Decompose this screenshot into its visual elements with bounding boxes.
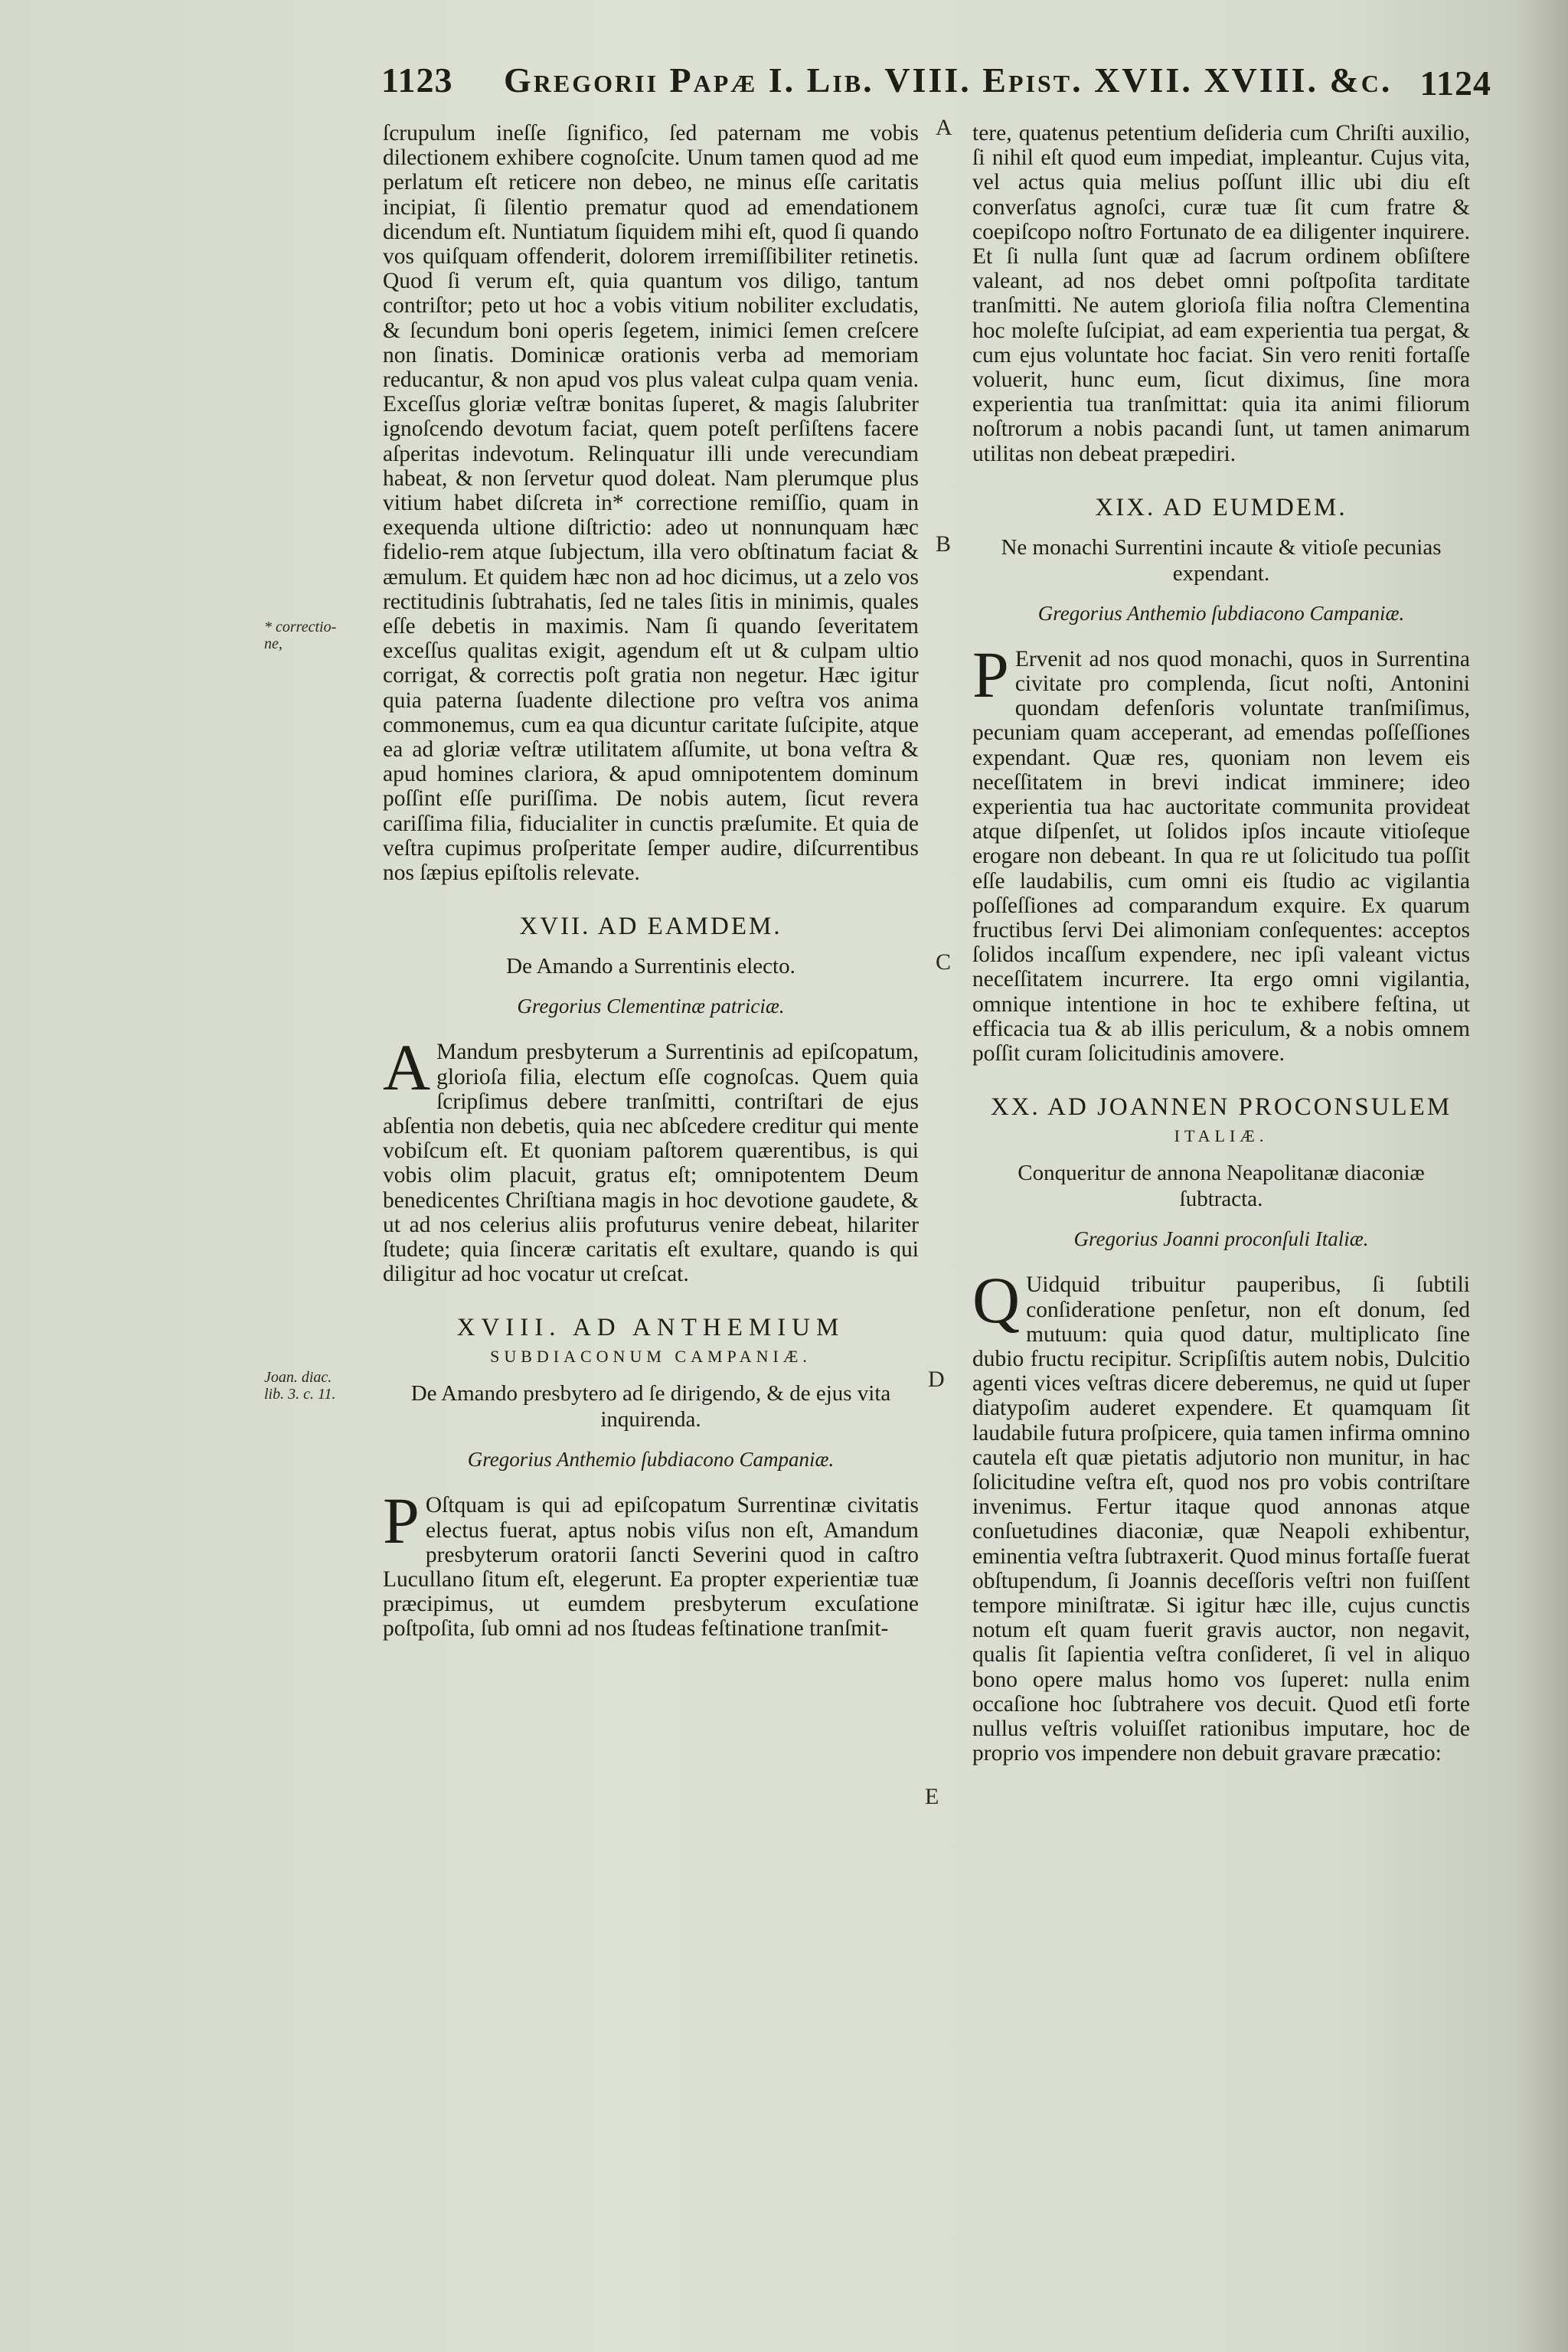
heading-letter-18: XVIII. AD ANTHEMIUM [456, 1314, 845, 1342]
letter-18-body [383, 1484, 919, 1642]
subheading-letter-18: SUBDIACONUM CAMPANIÆ. [490, 1347, 812, 1367]
margin-note-correctione: * correctio- ne, [264, 619, 337, 652]
margin-note-joan-diac: Joan. diac. lib. 3. c. 11. [264, 1369, 336, 1403]
heading-letter-17: XVII. AD EAMDEM. [519, 913, 782, 941]
argument-letter-19: Ne monachi Surrentini incaute & vitioſe pecunias expendant. [1001, 534, 1442, 586]
section-letter-e: E [925, 1784, 939, 1809]
letter-17-body [383, 1031, 919, 1287]
drop-cap: Q [972, 1263, 1021, 1338]
heading-letter-20: XX. AD JOANNEN PROCONSULEM [990, 1093, 1452, 1122]
letter-19-body [972, 637, 1470, 1067]
letter-20-body [972, 1263, 1470, 1766]
letter-19-text: Ervenit ad nos quod monachi, quos in Surrentina civitate pro complenda, ſicut noſti, Antonini quondam defenſoris voluntate tranſmiſimus, pecuniam quam acceperant, ad emendas poſſeſſiones expendant. Quæ res, quoniam non levem eis neceſſitatem in brevi indicat imminere; ideo experientia tua hac auctoritate communita provideat atque diſpenſet, ut ſolidos ipſos incaute vitioſeque erogare non debeant. In qua re ut ſolicitudo tua poſſit eſſe laudabilis, cum omni eis ſtudio ac vigilantia poſſeſſiones ad comparandum exquire. Ex quarum fructibus ſervi Dei alimoniam conſequentes: acceptos ſolidos incaſſum expendere, nec ipſi valeant victus neceſſitatem incurrere. Ita ergo omni vigilantia, omnique intentione in hoc te exhibere feſtina, ut efficacia tua & ab illis periculum, & a nobis omnem poſſit curam ſolicitudinis amovere. [972, 646, 1470, 1067]
drop-cap: A [383, 1031, 431, 1105]
book-spine-shadow [1514, 0, 1568, 2352]
subheading-letter-20: ITALIÆ. [1174, 1126, 1269, 1146]
address-letter-18: Gregorius Anthemio ſubdiacono Campaniæ. [467, 1448, 835, 1472]
letter-17-text: Mandum presbyterum a Surrentinis ad epiſcopatum, glorioſa filia, electum eſſe cognoſcas. Quem quia ſcripſimus debere tranſmitti, contriſtari de ejus abſentia non debetis, quia nec abſcedere creditur qui mente vobiſcum eſt. Et quoniam paſtorem quærentibus, is qui vobis olim placuit, gratus eſt; omnipotentem Deum benedicentes Chriſtiana magis in hoc devotione gaudete, & ut ad nos celerius aliis profuturus venire debeat, hilariter ſtudete; quia ſinceræ caritatis eſt exultare, quando is qui diligitur ad hoc vocatur ut creſcat. [383, 1040, 919, 1287]
argument-letter-20: Conqueritur de annona Neapolitanæ diaconiæ ſubtracta. [1018, 1161, 1425, 1212]
page-number-left: 1123 [381, 60, 453, 100]
argument-letter-17: De Amando a Surrentinis electo. [506, 954, 795, 979]
letter-20-text: Uidquid tribuitur pauperibus, ſi ſubtili conſideratione penſetur, non eſt donum, ſed mutuum: quia quod datur, multiplicato ſine dubio fructu recipitur. Scripſiſtis autem nobis, Dulcitio agenti vices veſtras dicere deberemus, ne quid ut ſuper diatypoſim auderet expendere. Et quamquam ſit laudabile futura proſpicere, quia tamen infirma omnino cautela eſt quæ pietatis adjutorio non munitur, in hac ſolicitudine veſtra eſt, quod nos pro vobis contriſtare invenimus. Fertur itaque quod annonas atque conſuetudines diaconiæ, quæ Neapoli exhibentur, eminentia veſtra ſubtraxerit. Quod minus fortaſſe fuerat obſtupendum, ſi Joannis deceſſoris veſtri non fuiſſent tempore miniſtratæ. Si igitur hæc ille, cujus cunctis notum eſt quam fuerit gravis auctor, non negavit, qualis ſit ſapientia veſtra conſideret, ſi vel in aliquo bono opere malus homo vos ſuperet: nulla enim occaſione hoc ſubtrahere vos decuit. Quod etſi forte nullus veſtris voluiſſet rationibus imputare, hoc de proprio vos impendere non debuit gravare præcatio: [972, 1272, 1470, 1766]
page-number-right: 1124 [1419, 64, 1491, 103]
running-header [381, 60, 1491, 113]
drop-cap: P [972, 637, 1009, 711]
heading-letter-19: XIX. AD EUMDEM. [1095, 493, 1348, 521]
header-title: Gregorii Papæ I. Lib. VIII. Epist. XVII. XVIII. &c. [504, 60, 1393, 100]
section-letter-c: C [936, 949, 952, 975]
section-letter-a: A [936, 115, 952, 140]
right-column [972, 121, 1470, 1766]
left-column [383, 121, 919, 1642]
letter-18-text: Oſtquam is qui ad epiſcopatum Surrentinæ civitatis electus fuerat, aptus nobis viſus non eſt, Amandum presbyterum oratorii ſancti Severini quod in caſtro Lucullano ſitum eſt, elegerunt. Ea propter experientiæ tuæ præcipimus, ut eumdem presbyterum excuſatione poſtpoſita, ſub omni ad nos ſtudeas feſtinatione tranſmit- [383, 1493, 919, 1642]
letter-18-continuation: tere, quatenus petentium deſideria cum Chriſti auxilio, ſi nihil eſt quod eum impediat, impleantur. Cujus vita, vel actus quia melius poſſunt illic ubi diu eſt converſatus agnoſci, curæ tuæ ſit cum fratre & coepiſcopo noſtro Fortunato de ea diligenter inquirere. Et ſi nulla ſunt quæ ad ſacrum ordinem obſiſtere valeant, ad nos debet omni poſtpoſita tarditate tranſmitti. Ne autem glorioſa filia noſtra Clementina hoc moleſte ſuſcipiat, ad eam experientia tua pergat, & cum ejus voluntate hoc faciat. Sin vero reniti fortaſſe voluerit, hunc eum, ſicut diximus, ſine mora experientia tua tranſmittat: quia ita animi filiorum noſtrorum a nobis pacandi ſunt, ut tamen animarum utilitas non debeat præpediri. [972, 121, 1470, 466]
letter-16-continuation: ſcrupulum ineſſe ſignifico, ſed paternam me vobis dilectionem exhibere cognoſcite. Unum tamen quod ad me perlatum eſt reticere non debeo, ne minus eſſe caritatis incipiat, ſi ſilentio prematur quod ad emendationem dicendum eſt. Nuntiatum ſiquidem mihi eſt, quod ſi quando vos quiſquam offenderit, dolorem irremiſſibiliter retinetis. Quod ſi verum eſt, quia quantum vos diligo, tantum contriſtor; peto ut hoc a vobis vitium nobiliter excludatis, & ſecundum boni operis ſegetem, inimici ſemen creſcere non ſinatis. Dominicæ orationis verba ad memoriam reducantur, & non apud vos plus valeat culpa quam venia. Exceſſus gloriæ veſtræ bonitas ſuperet, & magis ſalubriter ignoſcendo devotum faciat, quem poteſt perſiſtens facere aſperitas indevotum. Relinquatur illi unde verecundiam habeat, & non ſervetur quod doleat. Nam plerumque plus vitium habet diſcreta in* correctione remiſſio, quam in exequenda ultione diſtrictio: adeo ut nonnunquam hæc fidelio-rem atque ſubjectum, illa vero obſtinatum faciat & æmulum. Et quidem hæc non ad hoc dicimus, ut a zelo vos rectitudinis ſubtrahatis, ſed ne tales ſitis in minimis, quales eſſe debetis in maximis. Nam ſi quando ſeveritatem exceſſus qualitas exigit, agendum eſt ut & culpam ultio corrigat, & correctis poſt gratia non negetur. Hæc igitur quia paterna ſuadente dilectione pro veſtra vos anima commonemus, cum ea qua dicuntur caritate ſuſcipite, atque ea ad gloriæ veſtræ utilitatem aſſumite, ut bona veſtra & apud homines clariora, & apud omnipotentem dominum poſſint eſſe puriſſima. De nobis autem, ſicut revera cariſſima filia, fiducialiter in cunctis præſumite. Et quia de veſtra cupimus proſperitate ſemper audire, diſcurrentibus nos ſæpius epiſtolis relevate. [383, 121, 919, 886]
drop-cap: P [383, 1484, 420, 1558]
address-letter-17: Gregorius Clementinæ patriciæ. [517, 995, 785, 1018]
address-letter-20: Gregorius Joanni proconſuli Italiæ. [1073, 1227, 1369, 1251]
argument-letter-18: De Amando presbytero ad ſe dirigendo, & de ejus vita inquirenda. [410, 1381, 891, 1432]
section-letter-b: B [936, 531, 952, 557]
address-letter-19: Gregorius Anthemio ſubdiacono Campaniæ. [1037, 601, 1405, 625]
section-letter-d: D [928, 1367, 945, 1392]
